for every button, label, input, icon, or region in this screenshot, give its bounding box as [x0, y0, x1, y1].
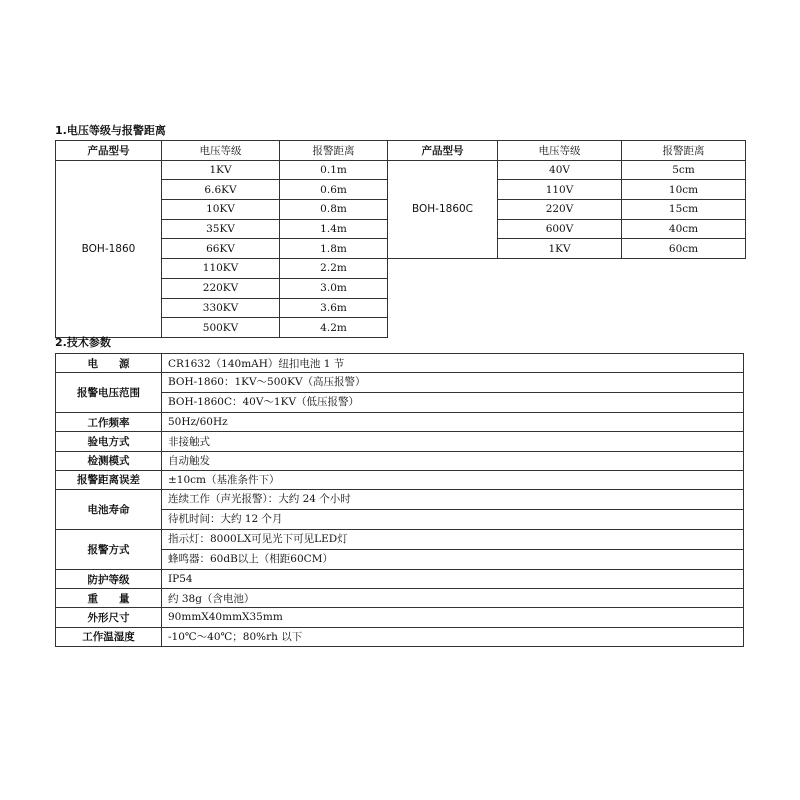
table-row	[56, 489, 744, 529]
distance-cell: 40cm	[622, 219, 746, 239]
param-label: 工作温湿度	[56, 627, 162, 646]
table-row	[56, 470, 744, 489]
distance-cell: 15cm	[622, 200, 746, 220]
param-value: 自动触发	[162, 451, 744, 470]
section1-title: 1.电压等级与报警距离	[55, 124, 166, 137]
header-distance-right: 报警距离	[622, 141, 746, 161]
header-model-left: 产品型号	[56, 141, 162, 161]
voltage-cell: 40V	[498, 160, 622, 180]
param-label: 检测模式	[56, 451, 162, 470]
voltage-cell: 600V	[498, 219, 622, 239]
distance-cell: 2.2m	[280, 259, 388, 279]
tech-params-table	[55, 353, 744, 647]
distance-cell: 5cm	[622, 160, 746, 180]
param-value: BOH-1860C：40V～1KV（低压报警）	[162, 392, 743, 412]
param-label: 重 量	[56, 589, 162, 608]
table-row	[56, 589, 744, 608]
distance-cell: 0.8m	[280, 200, 388, 220]
model-right-cell: BOH-1860C	[388, 160, 498, 258]
distance-cell: 1.4m	[280, 219, 388, 239]
param-value: BOH-1860：1KV～500KV（高压报警）	[168, 376, 366, 389]
param-value: 蜂鸣器：60dB以上（相距60CM）	[162, 549, 743, 569]
section2-title: 2.技术参数	[55, 336, 111, 349]
param-label: 报警距离误差	[56, 470, 162, 489]
distance-cell: 10cm	[622, 180, 746, 200]
table-header-row	[56, 141, 746, 161]
voltage-cell: 220V	[498, 200, 622, 220]
param-value: 约 38g（含电池）	[162, 589, 744, 608]
voltage-cell: 6.6KV	[162, 180, 280, 200]
table-row	[56, 160, 746, 180]
voltage-cell: 10KV	[162, 200, 280, 220]
header-model-right: 产品型号	[388, 141, 498, 161]
voltage-cell: 66KV	[162, 239, 280, 259]
distance-cell: 4.2m	[280, 318, 388, 338]
voltage-cell: 1KV	[498, 239, 622, 259]
table-row	[56, 627, 744, 646]
param-value: CR1632（140mAH）纽扣电池 1 节	[162, 354, 744, 373]
voltage-cell: 110KV	[162, 259, 280, 279]
table-row	[56, 354, 744, 373]
header-distance-left: 报警距离	[280, 141, 388, 161]
voltage-distance-table	[55, 140, 746, 338]
param-label: 验电方式	[56, 432, 162, 451]
param-label: 外形尺寸	[56, 608, 162, 627]
table-row	[56, 432, 744, 451]
param-label: 工作频率	[56, 413, 162, 432]
empty-area	[388, 298, 746, 318]
distance-cell: 3.6m	[280, 298, 388, 318]
param-value: 90mmX40mmX35mm	[162, 608, 744, 627]
header-voltage-left: 电压等级	[162, 141, 280, 161]
param-value: 待机时间：大约 12 个月	[162, 509, 743, 529]
param-label: 报警电压范围	[56, 373, 162, 413]
table-row	[56, 413, 744, 432]
distance-cell: 1.8m	[280, 239, 388, 259]
distance-cell: 3.0m	[280, 278, 388, 298]
empty-area	[388, 318, 746, 338]
table-row	[56, 373, 744, 413]
voltage-cell: 220KV	[162, 278, 280, 298]
table-row	[56, 451, 744, 470]
distance-cell: 0.6m	[280, 180, 388, 200]
empty-area	[388, 259, 746, 279]
param-value: IP54	[162, 569, 744, 588]
distance-cell: 0.1m	[280, 160, 388, 180]
voltage-cell: 1KV	[162, 160, 280, 180]
model-left-cell: BOH-1860	[56, 160, 162, 337]
voltage-cell: 500KV	[162, 318, 280, 338]
distance-cell: 60cm	[622, 239, 746, 259]
header-voltage-right: 电压等级	[498, 141, 622, 161]
table-row	[56, 569, 744, 588]
voltage-cell: 35KV	[162, 219, 280, 239]
param-value: 非接触式	[162, 432, 744, 451]
table-row	[56, 529, 744, 569]
param-label: 电池寿命	[56, 489, 162, 529]
param-label: 电 源	[56, 354, 162, 373]
voltage-cell: 110V	[498, 180, 622, 200]
empty-area	[388, 278, 746, 298]
param-value: ±10cm（基准条件下）	[162, 470, 744, 489]
voltage-cell: 330KV	[162, 298, 280, 318]
param-value: -10℃～40℃；80%rh 以下	[162, 627, 744, 646]
param-value: 50Hz/60Hz	[162, 413, 744, 432]
param-label: 报警方式	[56, 529, 162, 569]
table-row	[56, 608, 744, 627]
param-value: 连续工作（声光报警）：大约 24 个小时	[168, 492, 351, 505]
param-value: 指示灯：8000LX可见光下可见LED灯	[168, 532, 348, 545]
param-label: 防护等级	[56, 569, 162, 588]
